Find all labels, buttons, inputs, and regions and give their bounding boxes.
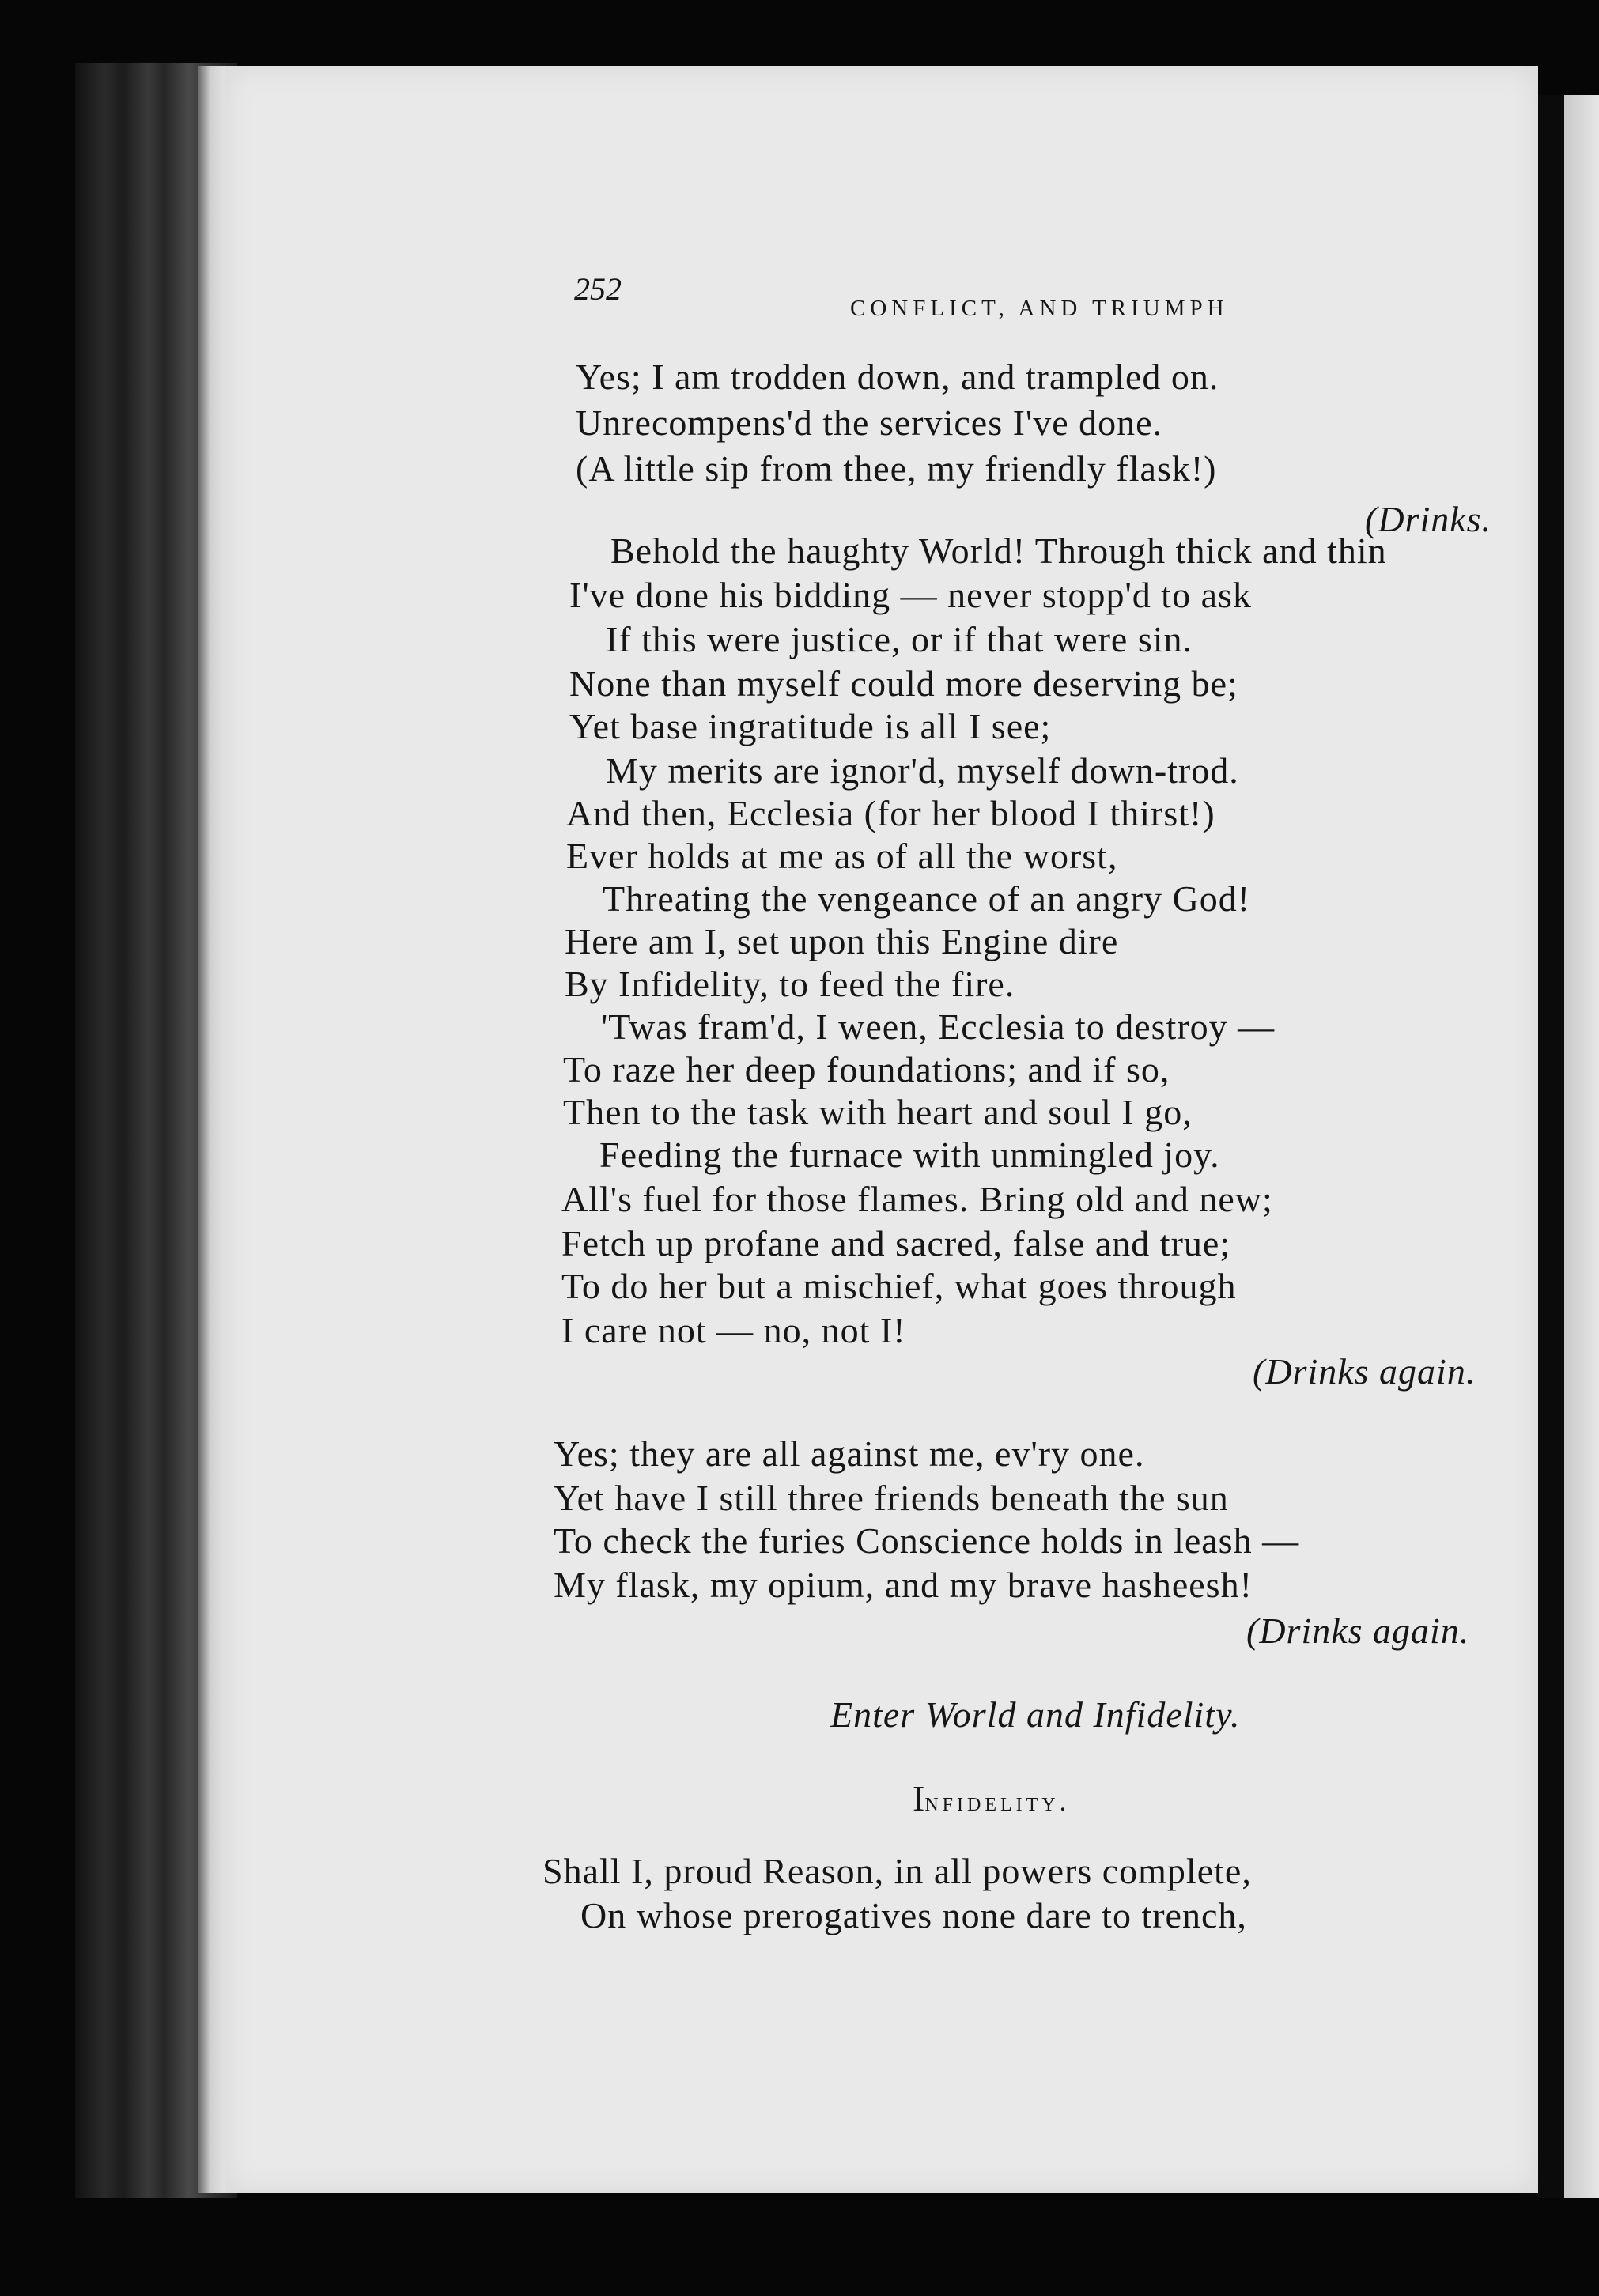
verse-line: Feeding the furnace with unmingled joy. bbox=[599, 1135, 1220, 1175]
verse-line: Threating the vengeance of an angry God! bbox=[603, 878, 1251, 919]
running-head: CONFLICT, AND TRIUMPH bbox=[850, 296, 1229, 321]
speaker-initial: I bbox=[913, 1778, 925, 1818]
verse-line: Yet have I still three friends beneath the sun bbox=[554, 1478, 1229, 1518]
verse-line: And then, Ecclesia (for her blood I thirst!) bbox=[566, 793, 1215, 833]
verse-line: By Infidelity, to feed the fire. bbox=[565, 964, 1015, 1004]
verse-line: If this were justice, or if that were sin. bbox=[606, 619, 1193, 659]
verse-line: Fetch up profane and sacred, false and true; bbox=[561, 1223, 1231, 1263]
page-stack-edge bbox=[198, 66, 229, 2193]
verse-line: I care not — no, not I! bbox=[561, 1310, 906, 1350]
verse-line: I've done his bidding — never stopp'd to ask bbox=[569, 575, 1252, 615]
page-number: 252 bbox=[574, 271, 622, 307]
verse-line: Then to the task with heart and soul I go, bbox=[563, 1092, 1193, 1132]
facing-page-edge bbox=[1564, 95, 1599, 2198]
speaker-heading bbox=[913, 1778, 1071, 1818]
stage-direction: (Drinks. bbox=[1365, 499, 1492, 539]
verse-line: Yes; they are all against me, ev'ry one. bbox=[554, 1433, 1145, 1474]
verse-line: Yet base ingratitude is all I see; bbox=[569, 706, 1052, 746]
verse-line: My merits are ignor'd, myself down-trod. bbox=[606, 750, 1239, 791]
verse-line: Unrecompens'd the services I've done. bbox=[576, 402, 1163, 443]
verse-line: On whose prerogatives none dare to trench, bbox=[580, 1895, 1247, 1935]
verse-line: None than myself could more deserving be; bbox=[569, 663, 1238, 704]
verse-line: Yes; I am trodden down, and trampled on. bbox=[576, 357, 1219, 397]
verse-line: To raze her deep foundations; and if so, bbox=[563, 1049, 1170, 1089]
entrance-direction: Enter World and Infidelity. bbox=[830, 1694, 1241, 1735]
verse-line: (A little sip from thee, my friendly flask!) bbox=[576, 448, 1217, 489]
verse-line: To do her but a mischief, what goes through bbox=[561, 1266, 1237, 1306]
stage-direction: (Drinks again. bbox=[1246, 1611, 1470, 1651]
stage-direction: (Drinks again. bbox=[1253, 1351, 1476, 1392]
verse-line: My flask, my opium, and my brave hasheesh! bbox=[554, 1565, 1253, 1605]
verse-line: Behold the haughty World! Through thick and thin bbox=[610, 531, 1387, 571]
verse-line: Here am I, set upon this Engine dire bbox=[565, 921, 1119, 961]
verse-line: Ever holds at me as of all the worst, bbox=[566, 836, 1118, 876]
verse-line: 'Twas fram'd, I ween, Ecclesia to destroy — bbox=[601, 1006, 1276, 1047]
verse-line: To check the furies Conscience holds in leash — bbox=[554, 1520, 1300, 1561]
verse-line: All's fuel for those flames. Bring old and new; bbox=[561, 1179, 1273, 1219]
verse-line: Shall I, proud Reason, in all powers complete, bbox=[542, 1851, 1252, 1891]
speaker-rest: nfidelity. bbox=[924, 1788, 1071, 1817]
